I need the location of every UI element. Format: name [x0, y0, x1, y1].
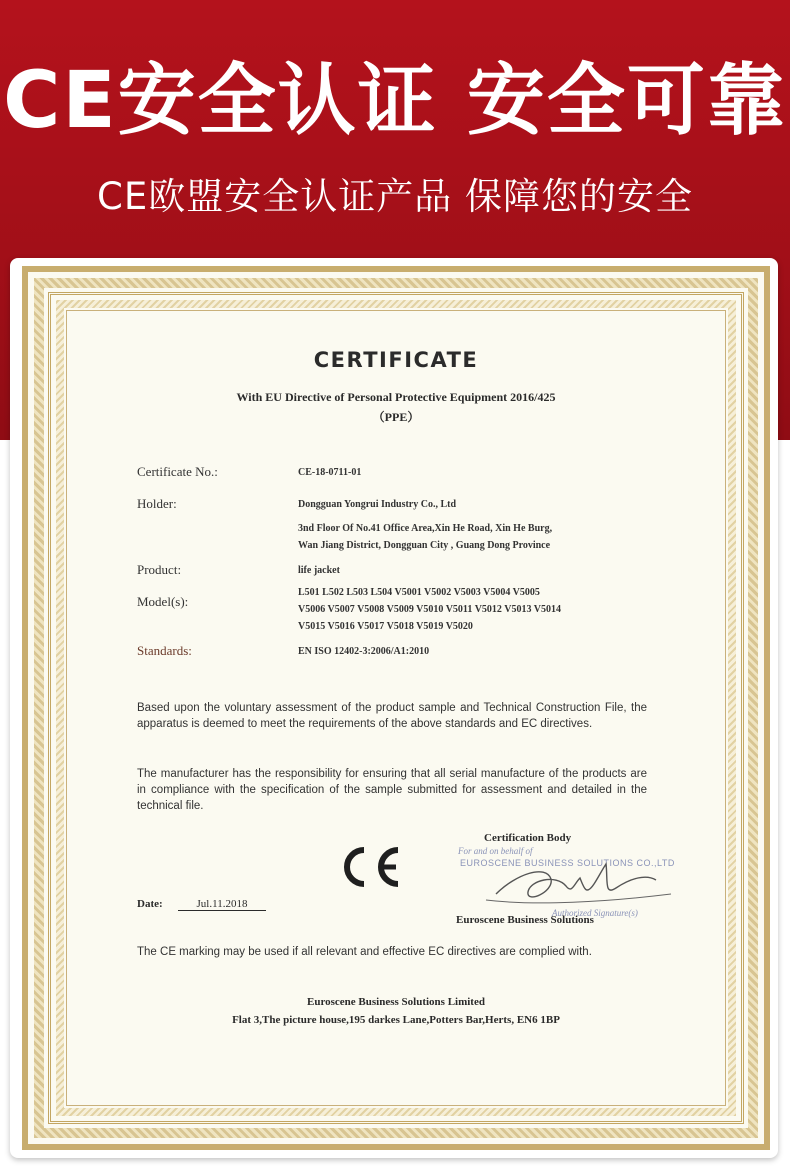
- certificate-content: [28, 272, 764, 1144]
- assessment-paragraph: Based upon the voluntary assessment of the product sample and Technical Construction File, the apparatus is deemed to meet the requirements of the above standards and EC directives.: [137, 702, 647, 730]
- issuer-address: Flat 3,The picture house,195 darkes Lane,Potters Bar,Herts, EN6 1BP: [232, 1014, 560, 1026]
- banner-subtitle: CE欧盟安全认证产品 保障您的安全: [97, 175, 693, 218]
- holder-name: Dongguan Yongrui Industry Co., Ltd: [298, 499, 457, 510]
- certification-body-name: Euroscene Business Solutions: [456, 914, 594, 926]
- ce-marking-note: The CE marking may be used if all relevant and effective EC directives are complied with.: [137, 946, 592, 958]
- product-label: Product:: [137, 562, 182, 577]
- models-line-2: V5006 V5007 V5008 V5009 V5010 V5011 V5012 V5013 V5014: [298, 604, 561, 615]
- models-line-1: L501 L502 L503 L504 V5001 V5002 V5003 V5004 V5005: [298, 587, 540, 598]
- date-value: Jul.11.2018: [178, 898, 266, 911]
- certification-body-label: Certification Body: [484, 832, 572, 844]
- standards-value: EN ISO 12402-3:2006/A1:2010: [298, 646, 430, 657]
- certificate-document: [22, 266, 770, 1150]
- company-stamp: [456, 844, 686, 924]
- responsibility-paragraph: The manufacturer has the responsibility for ensuring that all serial manufacture of the products are in compliance with the specification of the sample submitted for assessment and detailed in the technical file.: [137, 768, 647, 812]
- issuer-name: Euroscene Business Solutions Limited: [307, 996, 485, 1008]
- date-label: Date:: [137, 898, 163, 910]
- certificate-no-value: CE-18-0711-01: [298, 467, 362, 478]
- holder-label: Holder:: [137, 496, 177, 511]
- product-value: life jacket: [298, 565, 340, 576]
- ce-mark-icon: [334, 842, 404, 892]
- banner-title: CE安全认证 安全可靠: [3, 56, 787, 146]
- stamp-behalf-text: For and on behalf of: [458, 846, 533, 856]
- ppe-line: （PPE）: [372, 410, 420, 424]
- signature-icon: [456, 844, 686, 924]
- stamp-company-text: EUROSCENE BUSINESS SOLUTIONS CO.,LTD: [460, 858, 675, 868]
- certificate-no-label: Certificate No.:: [137, 464, 218, 479]
- models-line-3: V5015 V5016 V5017 V5018 V5019 V5020: [298, 621, 473, 632]
- standards-label: Standards:: [137, 643, 192, 658]
- holder-address-line-1: 3nd Floor Of No.41 Office Area,Xin He Road, Xin He Burg,: [298, 523, 553, 534]
- directive-line: With EU Directive of Personal Protective Equipment 2016/425: [236, 390, 556, 404]
- holder-address-line-2: Wan Jiang District, Dongguan City , Guang Dong Province: [298, 540, 551, 551]
- certificate-title: CERTIFICATE: [313, 348, 479, 372]
- models-label: Model(s):: [137, 594, 189, 609]
- stamp-authorized-text: Authorized Signature(s): [552, 908, 638, 918]
